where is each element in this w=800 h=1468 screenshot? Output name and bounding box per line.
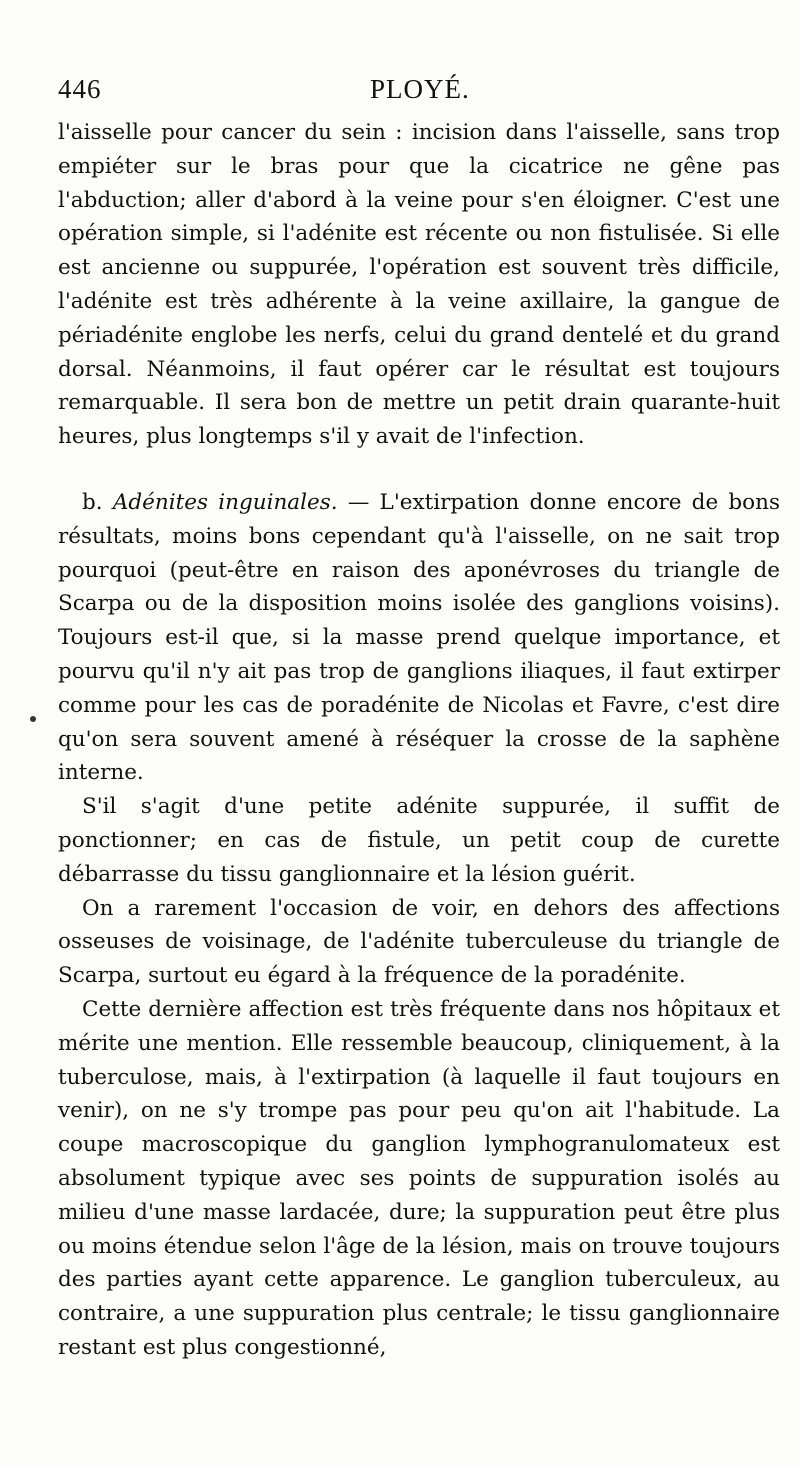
section-text: — L'extirpation donne encore de bons résultats, moins bons cependant qu'à l'aisselle, on ne sait trop pourquoi (peut-être en raison des aponévroses du triangle de Scarpa ou de la disposition moins isolée des ganglions voisins). Toujours est-il que, si la masse prend quelque importance, et pourvu qu'il n'y ait pas trop de ganglions iliaques, il faut extirper comme pour les cas de poradénite de Nicolas et Favre, c'est dire qu'on sera souvent amené à réséquer la crosse de la saphène interne. <box>58 489 780 786</box>
paragraph-4: On a rarement l'occasion de voir, en dehors des affections osseuses de voisinage, de l'adénite tuberculeuse du triangle de Scarpa, surtout eu égard à la fréquence de la poradénite. <box>58 895 780 989</box>
body-text <box>58 116 780 1365</box>
paragraph-5: Cette dernière affection est très fréquente dans nos hôpitaux et mérite une mention. Elle ressemble beaucoup, cliniquement, à la tuberculose, mais, à l'extirpation (à laquelle il faut toujours en venir), on ne s'y trompe pas pour peu qu'on ait l'habitude. La coupe macroscopique du ganglion lymphogranulomateux est absolument typique avec ses points de suppuration isolés au milieu d'une masse lardacée, dure; la suppuration peut être plus ou moins étendue selon l'âge de la lésion, mais on trouve toujours des parties ayant cette apparence. Le ganglion tuberculeux, au contraire, a une suppuration plus centrale; le tissu ganglionnaire restant est plus congestionné, <box>58 996 780 1360</box>
section-label: b. <box>82 489 103 515</box>
margin-ink-dot <box>30 716 36 722</box>
paragraph-1: l'aisselle pour cancer du sein : incision dans l'aisselle, sans trop empiéter sur le bras pour que la cicatrice ne gêne pas l'abduction; aller d'abord à la veine pour s'en éloigner. C'est une opération simple, si l'adénite est récente ou non fistulisée. Si elle est ancienne ou suppurée, l'opération est souvent très difficile, l'adénite est très adhérente à la veine axillaire, la gangue de périadénite englobe les nerfs, celui du grand dentelé et du grand dorsal. Néanmoins, il faut opérer car le résultat est toujours remarquable. Il sera bon de mettre un petit drain quarante-huit heures, plus longtemps s'il y avait de l'infection. <box>58 120 780 450</box>
running-title: PLOYÉ. <box>370 74 470 104</box>
page-number: 446 <box>58 74 102 104</box>
paragraph-3: S'il s'agit d'une petite adénite suppurée, il suffit de ponctionner; en cas de fistule, un petit coup de curette débarrasse du tissu ganglionnaire et la lésion guérit. <box>58 794 780 887</box>
section-heading: Adénites inguinales. <box>112 489 338 515</box>
paragraph-2 <box>58 486 780 790</box>
running-head <box>58 74 778 110</box>
